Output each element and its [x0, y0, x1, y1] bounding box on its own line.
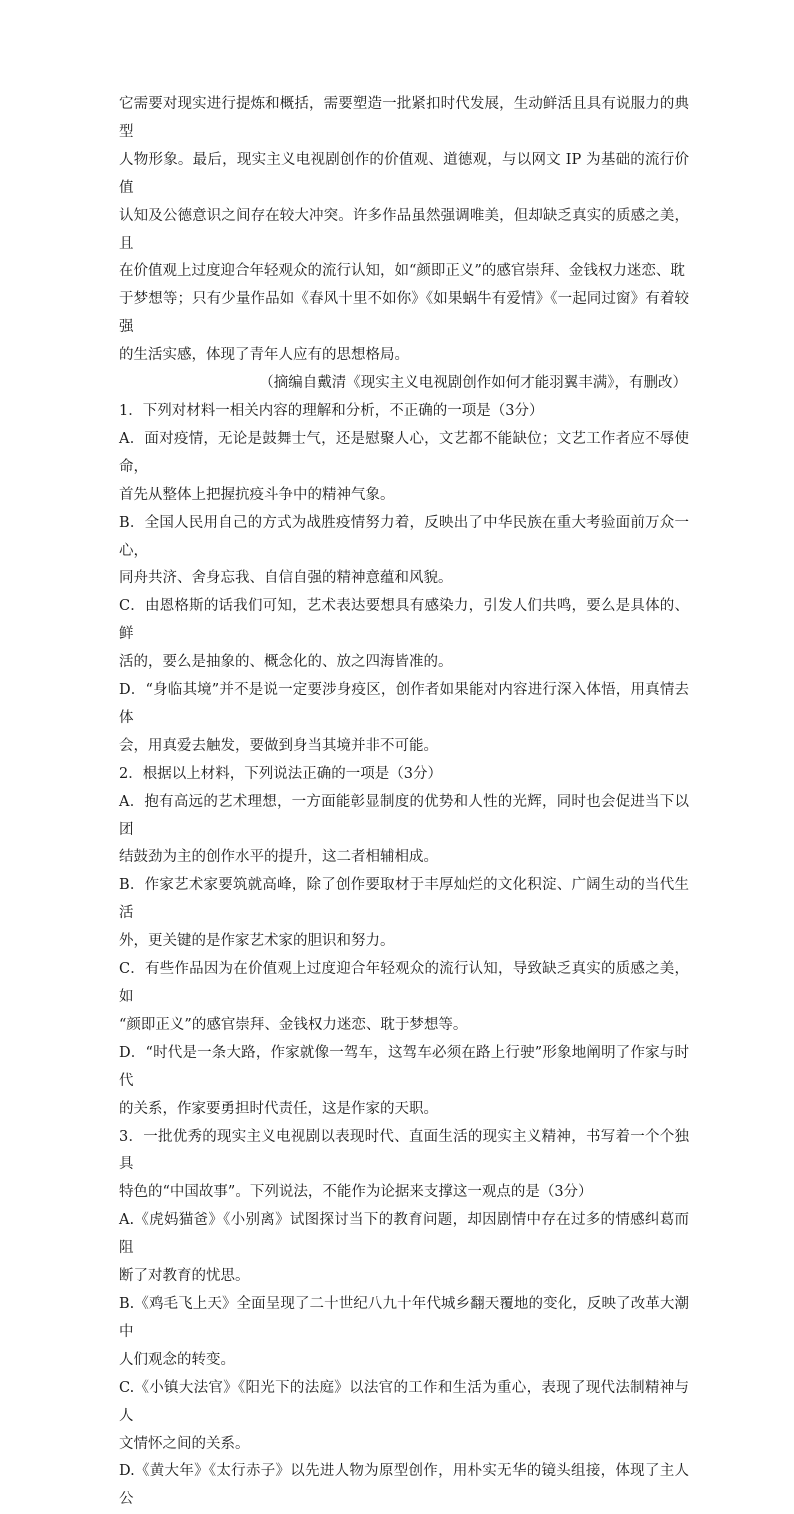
- option-b: B．全国人民用自己的方式为战胜疫情努力着，反映出了中华民族在重大考验面前万众一心，: [119, 514, 689, 559]
- option-a-cont: 首先从整体上把握抗疫斗争中的精神气象。: [119, 486, 395, 503]
- option-c: C．有些作品因为在价值观上过度迎合年轻观众的流行认知，导致缺乏真实的质感之美，如: [119, 961, 689, 1005]
- question-stem: 2．根据以上材料，下列说法正确的一项是（3分）: [119, 765, 442, 782]
- option-d: D．“身临其境”并不是说一定要涉身疫区，创作者如果能对内容进行深入体悟，用真情去体: [119, 682, 689, 726]
- option-a: A．面对疫情，无论是鼓舞士气，还是慰聚人心，文艺都不能缺位；文艺工作者应不辱使命，: [119, 430, 689, 475]
- option-d-cont: 会，用真爱去触发，要做到身当其境并非不可能。: [119, 737, 438, 754]
- passage-line: 于梦想等；只有少量作品如《春风十里不如你》《如果蜗牛有爱情》《一起同过窗》有着较强: [119, 291, 689, 336]
- question-stem: 1．下列对材料一相关内容的理解和分析，不正确的一项是（3分）: [119, 402, 544, 419]
- question-1: [119, 398, 689, 761]
- option-b: B．作家艺术家要筑就高峰，除了创作要取材于丰厚灿烂的文化积淀、广阔生动的当代生活: [119, 877, 689, 922]
- option-a: A.《虎妈猫爸》《小别离》试图探讨当下的教育问题，却因剧情中存在过多的情感纠葛而阻: [119, 1212, 689, 1257]
- option-a-cont: 断了对教育的忧思。: [119, 1268, 250, 1285]
- option-d: D.《黄大年》《太行赤子》以先进人物为原型创作，用朴实无华的镜头组接，体现了主人公: [119, 1463, 689, 1508]
- passage-line: 人物形象。最后，现实主义电视剧创作的价值观、道德观，与以网文 IP 为基础的流行价值: [119, 151, 689, 196]
- option-a: A．抱有高远的艺术理想，一方面能彰显制度的优势和人性的光辉，同时也会促进当下以团: [119, 793, 689, 838]
- option-d-cont: 的关系，作家要勇担时代责任，这是作家的天职。: [119, 1100, 438, 1117]
- option-d: D．“时代是一条大路，作家就像一驾车，这驾车必须在路上行驶”形象地阐明了作家与时代: [119, 1044, 689, 1089]
- option-c: C.《小镇大法官》《阳光下的法庭》以法官的工作和生活为重心，表现了现代法制精神与人: [119, 1379, 689, 1424]
- question-stem: 3．一批优秀的现实主义电视剧以表现时代、直面生活的现实主义精神，书写着一个个独具: [119, 1128, 689, 1173]
- passage-line: 它需要对现实进行提炼和概括，需要塑造一批紧扣时代发展，生动鲜活且具有说服力的典型: [119, 96, 689, 140]
- passage: [119, 91, 689, 398]
- option-b-cont: 外，更关键的是作家艺术家的胆识和努力。: [119, 933, 395, 950]
- question-2: [119, 761, 689, 1124]
- option-c-cont: “颜即正义”的感官崇拜、金钱权力迷恋、耽于梦想等。: [119, 1016, 468, 1033]
- option-b: B.《鸡毛飞上天》全面呈现了二十世纪八九十年代城乡翻天覆地的变化，反映了改革大潮中: [119, 1295, 689, 1340]
- document-page: [119, 91, 689, 1514]
- option-c-cont: 文情怀之间的关系。: [119, 1435, 250, 1452]
- option-b-cont: 人们观念的转变。: [119, 1351, 235, 1368]
- passage-line: 的生活实感，体现了青年人应有的思想格局。: [119, 347, 409, 364]
- question-stem-cont: 特色的“中国故事”。下列说法，不能作为论据来支撑这一观点的是（3分）: [119, 1184, 593, 1201]
- option-a-cont: 结鼓劲为主的创作水平的提升，这二者相辅相成。: [119, 849, 438, 866]
- option-c-cont: 活的，要么是抽象的、概念化的、放之四海皆准的。: [119, 654, 453, 671]
- passage-line: 在价值观上过度迎合年轻观众的流行认知，如“颜即正义”的感官崇拜、金钱权力迷恋、耽: [119, 263, 685, 280]
- passage-line: 认知及公德意识之间存在较大冲突。许多作品虽然强调唯美，但却缺乏真实的质感之美，且: [119, 207, 689, 252]
- option-c: C．由恩格斯的话我们可知，艺术表达要想具有感染力，引发人们共鸣，要么是具体的、鲜: [119, 598, 689, 643]
- question-3: [119, 1124, 689, 1514]
- option-b-cont: 同舟共济、舍身忘我、自信自强的精神意蕴和风貌。: [119, 570, 453, 587]
- source-citation: （摘编自戴清《现实主义电视剧创作如何才能羽翼丰满》，有删改）: [259, 375, 687, 392]
